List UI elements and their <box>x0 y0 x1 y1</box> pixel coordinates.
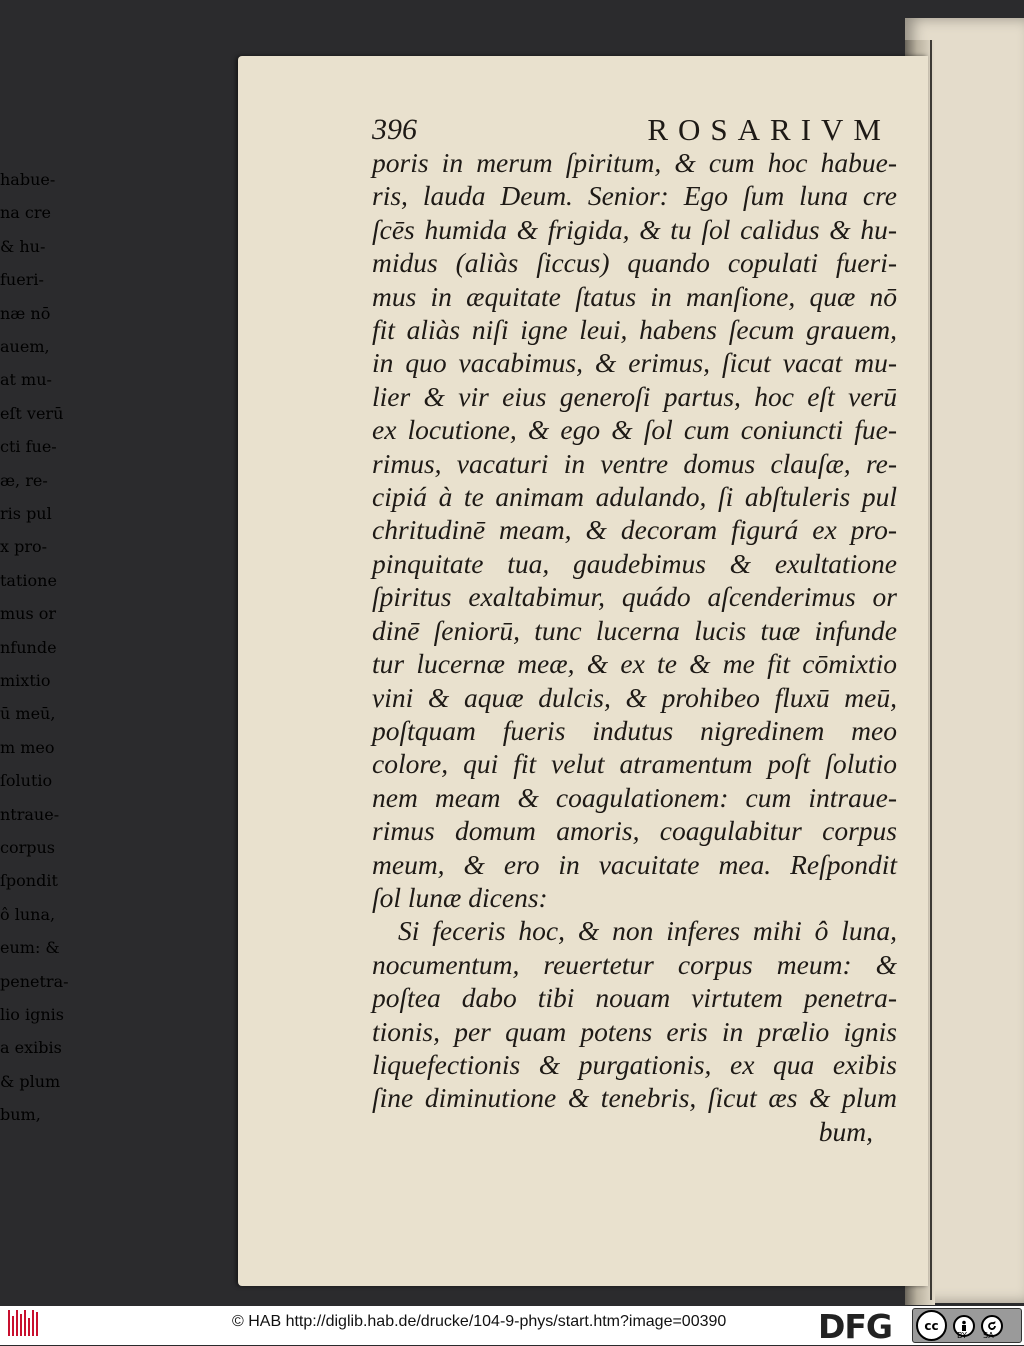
ghost-text-line: eſt verū <box>0 403 64 423</box>
ghost-text-line: æ, re- <box>0 470 48 490</box>
text-line: mus in æquitate ſtatus in manſione, quæ nō <box>372 280 897 312</box>
text-line: rimus, vacaturi in ventre domus clauſæ, re- <box>372 447 897 479</box>
text-line: liquefectionis & purgationis, ex qua exibis <box>372 1048 897 1080</box>
text-line: cipiá à te animam adulando, ſi abſtuleris pul <box>372 481 897 513</box>
text-line: tionis, per quam potens eris in prælio ignis <box>372 1015 897 1047</box>
ghost-text-line: cti fue- <box>0 437 57 457</box>
ghost-text-line: eum: & <box>0 938 60 958</box>
ghost-text-line: lio ignis <box>0 1005 64 1024</box>
ghost-text-line: auem, <box>0 337 50 356</box>
text-line: nocumentum, reuertetur corpus meum: & <box>372 948 897 980</box>
text-line: ex locutione, & ego & ſol cum coniuncti fue- <box>372 414 897 446</box>
ghost-text-line: ſolutio <box>0 771 53 791</box>
text-line: ris, lauda Deum. Senior: Ego ſum luna cre <box>372 180 897 212</box>
ghost-text-line: fueri- <box>0 270 44 290</box>
ghost-text-line: & plum <box>0 1071 61 1091</box>
ghost-text-line: habue- <box>0 170 56 189</box>
text-line: ſpiritus exaltabimur, quádo aſcenderimus or <box>372 581 897 613</box>
ghost-text-line: m meo <box>0 737 55 757</box>
ghost-text-line: nfunde <box>0 637 57 657</box>
ghost-text-line: & hu- <box>0 236 46 256</box>
text-line: ſol lunæ dicens: <box>372 881 548 913</box>
text-line: nem meam & coagulationem: cum intraue- <box>372 781 897 813</box>
paragraph-1 <box>372 146 897 914</box>
ghost-text-line: penetra- <box>0 971 69 991</box>
by-label: BY <box>957 1331 967 1340</box>
cc-license-badge[interactable] <box>912 1308 1022 1343</box>
text-line: tur lucernæ meæ, & ex te & me fit cōmixtio <box>372 648 897 680</box>
barcode-icon <box>8 1310 44 1338</box>
text-line: fit aliàs niſi igne leui, habens ſecum grauem, <box>372 314 897 346</box>
text-line: poris in merum ſpiritum, & cum hoc habue- <box>372 147 897 178</box>
ghost-text-line: bum, <box>0 1105 41 1125</box>
running-head <box>372 108 897 146</box>
text-line: ſcēs humida & frigida, & tu ſol calidus & hu- <box>372 213 897 245</box>
text-line: rimus domum amoris, coagulabitur corpus <box>372 815 897 847</box>
text-line: dinē ſeniorū, tunc lucerna lucis tuæ infunde <box>372 614 897 646</box>
text-line: pinquitate tua, gaudebimus & exultatione <box>372 547 897 579</box>
sa-label: SA <box>983 1331 994 1340</box>
ghost-text-line: mixtio <box>0 671 51 690</box>
text-line: poſtea dabo tibi nouam virtutem penetra- <box>372 982 897 1014</box>
ghost-text-line: ntraue- <box>0 804 60 824</box>
ghost-text-line: næ nō <box>0 303 51 323</box>
text-line: vini & aquæ dulcis, & prohibeo fluxū meū, <box>372 681 897 713</box>
ghost-text-line: ſpondit <box>0 871 58 891</box>
text-line: chritudinē meam, & decoram figurá ex pro- <box>372 514 897 546</box>
text-line: lier & vir eius generoſi partus, hoc eſt verū <box>372 380 897 412</box>
text-line: in quo vacabimus, & erimus, ſicut vacat mu- <box>372 347 897 379</box>
ghost-text-line: at mu- <box>0 370 52 390</box>
ghost-text-line: tatione <box>0 570 57 590</box>
text-line: poſtquam fueris indutus nigredinem meo <box>372 714 897 746</box>
text-line: Si feceris hoc, & non inferes mihi ô luna, <box>398 915 897 947</box>
page-number: 396 <box>372 112 417 146</box>
ghost-text-line: na cre <box>0 203 52 223</box>
ghost-text-line: ris pul <box>0 504 52 523</box>
paragraph-2 <box>372 914 897 1114</box>
dfg-logo: DFG <box>818 1307 893 1346</box>
copyright-credit-link[interactable]: © HAB http://diglib.hab.de/drucke/104-9-phys/start.htm?image=00390 <box>232 1313 727 1330</box>
catchword: bum, <box>818 1115 873 1147</box>
page-text-block <box>372 108 897 1148</box>
ghost-text-line: ô luna, <box>0 904 56 924</box>
cc-icon: cc <box>916 1310 947 1341</box>
text-line: meum, & ero in vacuitate mea. Reſpondit <box>372 848 897 880</box>
text-line: ſine diminutione & tenebris, ſicut æs & plum <box>372 1082 897 1114</box>
ghost-text-line: a exibis <box>0 1038 62 1058</box>
ghost-text-line: ū meū, <box>0 704 56 724</box>
gutter-shadow-line <box>930 40 932 1300</box>
text-line: colore, qui fit velut atramentum poſt ſolutio <box>372 748 897 780</box>
running-title: ROSARIVM <box>647 111 891 147</box>
ghost-text-line: x pro- <box>0 537 48 557</box>
text-line: midus (aliàs ſiccus) quando copulati fueri- <box>372 247 897 279</box>
ghost-text-line: corpus <box>0 838 55 857</box>
ghost-text-line: mus or <box>0 604 57 624</box>
